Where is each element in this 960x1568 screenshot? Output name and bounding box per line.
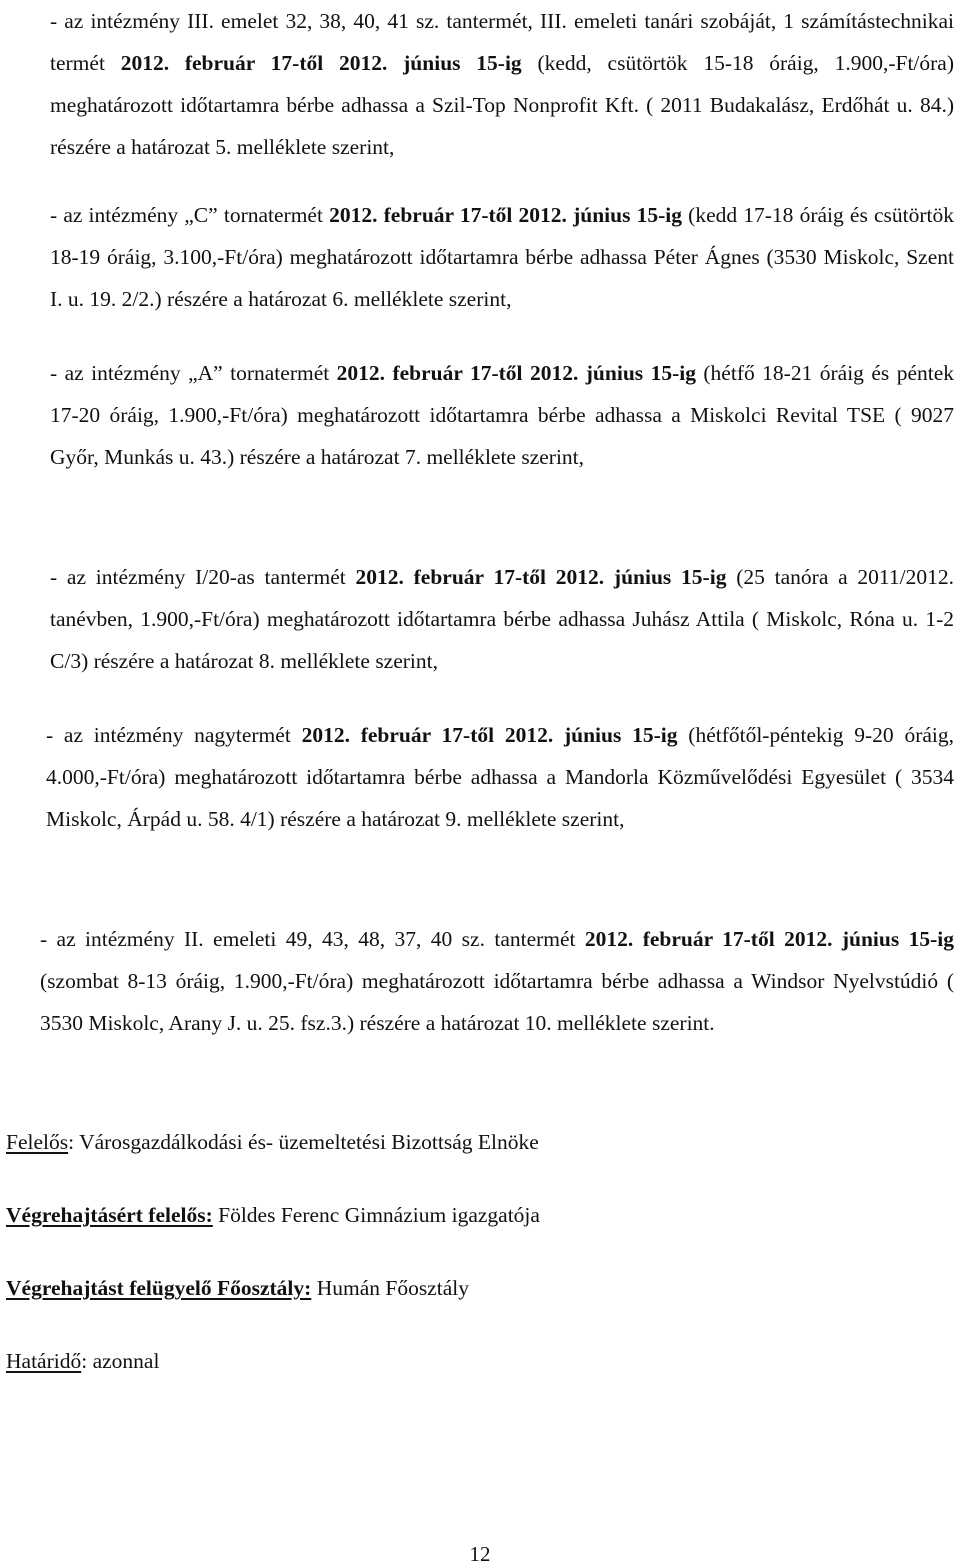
item-text: (kedd 17-18 óráig és csütörtök 18-19 óráig, 3.100,-Ft/óra) meghatározott időtartamra bérbe adhassa Péter Ágnes (3530 Miskolc, Szent I. u. 19. 2/2.) részére a határozat 6. melléklete szerint,	[50, 203, 954, 311]
date-to: 2012. június 15-ig	[518, 203, 682, 227]
resolution-item-9	[46, 714, 954, 840]
execution-responsible-value: Földes Ferenc Gimnázium igazgatója	[212, 1203, 540, 1227]
item-text: - az intézmény nagytermét	[46, 723, 302, 747]
supervising-department-value: Humán Főosztály	[311, 1276, 469, 1300]
date-from: 2012. február 17-től	[301, 723, 495, 747]
date-from: 2012. február 17-től	[329, 203, 513, 227]
execution-responsible-label: Végrehajtásért felelős:	[6, 1203, 213, 1227]
resolution-item-7	[50, 352, 954, 478]
item-text: (szombat 8-13 óráig, 1.900,-Ft/óra) meghatározott időtartamra bérbe adhassa a Windsor Nyelvstúdió ( 3530 Miskolc, Arany J. u. 25. fsz.3.) részére a határozat 10. melléklete szerint.	[40, 969, 954, 1035]
responsible-value: : Városgazdálkodási és- üzemeltetési Bizottság Elnöke	[68, 1130, 539, 1154]
date-to: 2012. június 15-ig	[555, 565, 727, 589]
item-text: - az intézmény „C” tornatermét	[50, 203, 330, 227]
execution-responsible-line	[6, 1200, 540, 1230]
date-to: 2012. június 15-ig	[339, 51, 522, 75]
item-text: - az intézmény „A” tornatermét	[50, 361, 337, 385]
item-text: (25 tanóra a 2011/2012. tanévben, 1.900,-Ft/óra) meghatározott időtartamra bérbe adhassa Juhász Attila ( Miskolc, Róna u. 1-2 C/3) részére a határozat 8. melléklete szerint,	[50, 565, 954, 673]
date-to: 2012. június 15-ig	[504, 723, 678, 747]
deadline-label: Határidő	[6, 1349, 82, 1373]
date-from: 2012. február 17-től	[336, 361, 523, 385]
deadline-value: : azonnal	[81, 1349, 160, 1373]
supervising-department-line	[6, 1273, 469, 1303]
resolution-item-8	[50, 556, 954, 682]
responsible-line	[6, 1127, 539, 1157]
date-from: 2012. február 17-től	[355, 565, 547, 589]
item-text: - az intézmény II. emeleti 49, 43, 48, 37, 40 sz. tantermét	[40, 927, 585, 951]
resolution-item-6	[50, 194, 954, 320]
item-text: - az intézmény I/20-as tantermét	[50, 565, 356, 589]
supervising-department-label: Végrehajtást felügyelő Főosztály:	[6, 1276, 312, 1300]
date-from: 2012. február 17-től	[120, 51, 324, 75]
deadline-line	[6, 1346, 159, 1376]
item-text: (hétfőtől-péntekig 9-20 óráig, 4.000,-Ft/óra) meghatározott időtartamra bérbe adhassa a Mandorla Közművelődési Egyesület ( 3534 Miskolc, Árpád u. 58. 4/1) részére a határozat 9. melléklete szerint,	[46, 723, 954, 831]
resolution-item-10	[40, 918, 954, 1044]
resolution-item-5	[50, 0, 954, 168]
item-text: - az intézmény III. emelet 32, 38, 40, 41 sz. tantermét, III. emeleti tanári szobáját, 1 számítástechnikai termét	[50, 9, 954, 75]
date-from: 2012. február 17-től	[584, 927, 775, 951]
date-to: 2012. június 15-ig	[529, 361, 696, 385]
page-number: 12	[469, 1542, 491, 1566]
item-text: (kedd, csütörtök 15-18 óráig, 1.900,-Ft/óra) meghatározott időtartamra bérbe adhassa a Szil-Top Nonprofit Kft. ( 2011 Budakalász, Erdőhát u. 84.) részére a határozat 5. melléklete szerint,	[50, 51, 955, 159]
date-to: 2012. június 15-ig	[784, 927, 954, 951]
item-text: (hétfő 18-21 óráig és péntek 17-20 óráig, 1.900,-Ft/óra) meghatározott időtartamra bérbe adhassa a Miskolci Revital TSE ( 9027 Győr, Munkás u. 43.) részére a határozat 7. melléklete szerint,	[50, 361, 955, 469]
responsible-label: Felelős	[6, 1130, 69, 1154]
